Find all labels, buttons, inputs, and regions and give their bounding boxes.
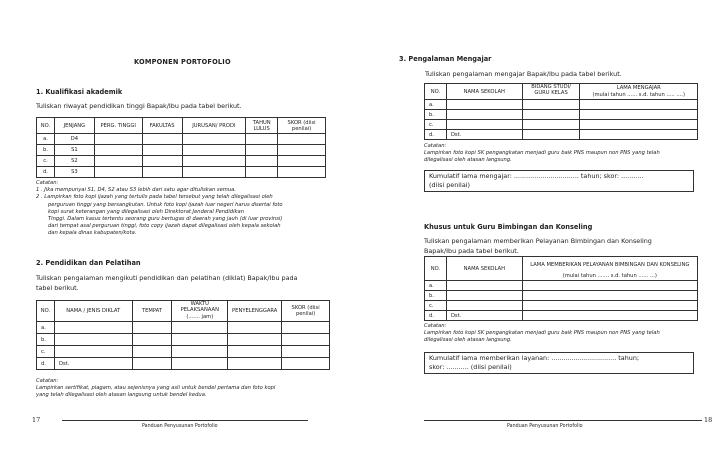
note-label: Catatan: (36, 180, 59, 186)
row-number: a. (37, 322, 55, 334)
empty-cell[interactable] (228, 334, 282, 346)
summary-line: skor: ........... (diisi penilai) (429, 363, 512, 371)
counseling-summary-box (424, 352, 694, 374)
education-table (36, 117, 326, 178)
section-3-text: Tuliskan pengalaman mengajar Bapak/Ibu pada tabel berikut. (425, 70, 622, 78)
table-header-row (425, 84, 698, 92)
row-number: d. (425, 311, 447, 321)
table-row (37, 167, 326, 178)
empty-cell[interactable] (182, 145, 246, 156)
empty-cell[interactable] (132, 322, 172, 334)
empty-cell[interactable] (132, 346, 172, 358)
note-label: Catatan: (36, 378, 59, 384)
dst-cell: Dst. (446, 130, 522, 140)
row-number: d. (37, 167, 55, 178)
table-row (425, 291, 698, 301)
section-4-heading: Khusus untuk Guru Bimbingan dan Konseling (424, 223, 593, 231)
row-number: a. (425, 100, 447, 110)
empty-cell[interactable] (522, 130, 580, 140)
empty-cell[interactable] (228, 346, 282, 358)
empty-cell[interactable] (172, 358, 228, 370)
col-header: LAMA MENGAJAR (580, 84, 698, 92)
note-label: Catatan: (424, 323, 447, 329)
col-header-sub: (....... jam) (172, 314, 228, 322)
col-header: NO. (425, 84, 447, 100)
row-number: b. (37, 145, 55, 156)
row-number: b. (425, 110, 447, 120)
col-header: PERG. TINGGI (94, 118, 142, 134)
empty-cell[interactable] (522, 100, 580, 110)
empty-cell[interactable] (446, 291, 522, 301)
section-3-heading: 3. Pengalaman Mengajar (399, 55, 492, 63)
col-header: PENYELENGGARA (228, 301, 282, 322)
empty-cell[interactable] (182, 134, 246, 145)
col-header: FAKULTAS (142, 118, 182, 134)
empty-cell[interactable] (246, 145, 278, 156)
counseling-table-wrapper (424, 256, 704, 322)
empty-cell[interactable] (94, 156, 142, 167)
table-row (37, 145, 326, 156)
empty-cell[interactable] (172, 334, 228, 346)
empty-cell[interactable] (142, 134, 182, 145)
table-row (37, 346, 330, 358)
degree-cell: S2 (54, 156, 94, 167)
footer-text: Panduan Penyusunan Portofolio (142, 424, 218, 429)
empty-cell[interactable] (580, 130, 698, 140)
row-number: b. (37, 334, 55, 346)
empty-cell[interactable] (94, 134, 142, 145)
empty-cell[interactable] (580, 110, 698, 120)
empty-cell[interactable] (278, 145, 326, 156)
empty-cell[interactable] (278, 156, 326, 167)
note-line: Lampirkan foto kopi SK pengangkatan menjadi guru baik PNS maupun non PNS yang telah (424, 330, 660, 337)
summary-line: Kumulatif lama memberikan layanan: ................................ tahun; (429, 354, 640, 362)
table-row (37, 322, 330, 334)
empty-cell[interactable] (446, 301, 522, 311)
page-number: 17 (32, 416, 41, 424)
section-2-note (36, 378, 336, 400)
col-header: JURUSAN/ PRODI (182, 118, 246, 134)
empty-cell[interactable] (172, 322, 228, 334)
teaching-summary-box (424, 170, 694, 192)
empty-cell[interactable] (246, 167, 278, 178)
empty-cell[interactable] (282, 334, 330, 346)
table-row (37, 334, 330, 346)
row-number: d. (425, 130, 447, 140)
empty-cell[interactable] (522, 291, 697, 301)
note-line: dilegalisasi oleh atasan langsung. (424, 337, 512, 344)
col-header-sub: (mulai tahun ....... s.d. tahun ...... ...) (522, 273, 697, 281)
note-line: dilegalisasi oleh atasan langsung. (424, 157, 512, 164)
empty-cell[interactable] (446, 120, 522, 130)
col-header: NO. (425, 257, 447, 281)
section-4-text: Bapak/Ibu pada tabel berikut. (424, 247, 519, 255)
note-line: 1 . Jika mempunyai S1, D4, S2 atau S3 lebih dari satu agar dituliskan semua. (36, 187, 236, 194)
note-line: yang telah dilegalisasi oleh atasan langsung untuk bendel kedua. (36, 392, 207, 399)
summary-line: Kumulatif lama mengajar: ................................ tahun; skor: ........... (429, 172, 644, 180)
note-line: dan kepala dinas kabupaten/kota. (48, 230, 137, 237)
empty-cell[interactable] (246, 134, 278, 145)
degree-cell: D4 (54, 134, 94, 145)
section-4-note (424, 323, 714, 345)
empty-cell[interactable] (142, 156, 182, 167)
table-header-row (37, 301, 330, 314)
empty-cell[interactable] (522, 301, 697, 311)
col-header: JENJANG (54, 118, 94, 134)
col-header: NAMA SEKOLAH (446, 84, 522, 100)
empty-cell[interactable] (580, 120, 698, 130)
empty-cell[interactable] (54, 346, 132, 358)
section-2-text: Tuliskan pengalaman mengikuti pendidikan dan pelatihan (diklat) Bapak/Ibu pada (36, 274, 298, 282)
col-header: WAKTU PELAKSANAAN (172, 301, 228, 314)
table-row (37, 134, 326, 145)
col-header: SKOR (diisi penilai) (282, 301, 330, 322)
col-header: TEMPAT (132, 301, 172, 322)
note-line: Lampirkan sertifikat, piagam, atau sejenisnya yang asli untuk bendel pertama dan foto kopi (36, 385, 276, 392)
empty-cell[interactable] (446, 281, 522, 291)
row-number: c. (425, 120, 447, 130)
table-row (425, 301, 698, 311)
empty-cell[interactable] (54, 322, 132, 334)
row-number: c. (37, 156, 55, 167)
counseling-table (424, 256, 698, 321)
right-page (364, 0, 728, 476)
empty-cell[interactable] (282, 322, 330, 334)
row-number: a. (37, 134, 55, 145)
empty-cell[interactable] (228, 322, 282, 334)
empty-cell[interactable] (132, 334, 172, 346)
table-row (425, 100, 698, 110)
empty-cell[interactable] (282, 358, 330, 370)
col-header: NO. (37, 301, 55, 322)
note-label: Catatan: (424, 143, 447, 149)
table-row (425, 110, 698, 120)
row-number: c. (425, 301, 447, 311)
empty-cell[interactable] (522, 311, 697, 321)
section-4-text: Tuliskan pengalaman memberikan Pelayanan Bimbingan dan Konseling (424, 237, 652, 245)
empty-cell[interactable] (54, 334, 132, 346)
col-header: BIDANG STUDI/ GURU KELAS (522, 84, 580, 100)
table-header-row (425, 257, 698, 273)
dst-cell: Dst. (446, 311, 522, 321)
empty-cell[interactable] (580, 100, 698, 110)
empty-cell[interactable] (246, 156, 278, 167)
section-1-note (36, 180, 336, 238)
empty-cell[interactable] (282, 346, 330, 358)
table-row (425, 120, 698, 130)
row-number: c. (37, 346, 55, 358)
empty-cell[interactable] (142, 167, 182, 178)
section-1-heading: 1. Kualifikasi akademik (36, 88, 123, 96)
row-number: d. (37, 358, 55, 370)
col-header: NO. (37, 118, 55, 134)
page-title: KOMPONEN PORTOFOLIO (134, 58, 231, 66)
empty-cell[interactable] (522, 120, 580, 130)
empty-cell[interactable] (172, 346, 228, 358)
summary-line: (diisi penilai) (429, 181, 471, 189)
empty-cell[interactable] (446, 110, 522, 120)
page-number: 18 (704, 416, 713, 424)
col-header: NAMA SEKOLAH (446, 257, 522, 281)
degree-cell: S1 (54, 145, 94, 156)
section-3-note (424, 143, 714, 165)
table-row (425, 130, 698, 140)
col-header: SKOR (diisi penilai) (278, 118, 326, 134)
empty-cell[interactable] (182, 156, 246, 167)
empty-cell[interactable] (228, 358, 282, 370)
note-line: dari tempat asal perguruan tinggi, foto copy ijazah dapat dilegalisasi oleh kepala sekolah (48, 223, 281, 230)
row-number: a. (425, 281, 447, 291)
footer-text: Panduan Penyusunan Portofolio (507, 424, 583, 429)
note-line: perguruan tinggi yang bersangkutan. Untuk foto kopi ijazah luar negeri harus disertai foto (48, 201, 283, 208)
section-2-text: tabel berikut. (36, 284, 79, 292)
table-header-row (37, 118, 326, 134)
section-2-heading: 2. Pendidikan dan Pelatihan (36, 259, 141, 267)
empty-cell[interactable] (182, 167, 246, 178)
table-row (37, 358, 330, 370)
empty-cell[interactable] (522, 281, 697, 291)
col-header-sub: (mulai tahun ...... s.d. tahun ..... ....) (580, 92, 698, 100)
col-header: TAHUN LULUS (246, 118, 278, 134)
section-1-text: Tuliskan riwayat pendidikan tinggi Bapak/Ibu pada tabel berikut. (36, 102, 242, 110)
empty-cell[interactable] (278, 167, 326, 178)
note-line: Lampirkan foto kopi SK pengangkatan menjadi guru baik PNS maupun non PNS yang telah (424, 150, 660, 157)
empty-cell[interactable] (446, 100, 522, 110)
table-row (425, 281, 698, 291)
empty-cell[interactable] (94, 145, 142, 156)
empty-cell[interactable] (142, 145, 182, 156)
dst-cell: Dst. (54, 358, 132, 370)
empty-cell[interactable] (522, 110, 580, 120)
table-row (425, 311, 698, 321)
note-line: kopi surat keterangan yang dilegalisasi oleh Direktorat Jenderal Pendidikan (48, 208, 245, 215)
empty-cell[interactable] (94, 167, 142, 178)
table-row (37, 156, 326, 167)
empty-cell[interactable] (132, 358, 172, 370)
note-line: 2 . Lampirkan foto kopi ijazah yang tertulis pada tabel tersebut yang telah dilegalisasi oleh (36, 194, 273, 201)
col-header: NAMA / JENIS DIKLAT (54, 301, 132, 322)
note-line: Tinggi. Dalam kasus tertentu seorang guru bertugas di daerah yang jauh (di luar provinsi) (48, 216, 283, 223)
footer-rule (424, 420, 702, 421)
training-table (36, 300, 330, 370)
col-header: LAMA MEMBERIKAN PELAYANAN BIMBINGAN DAN KONSELING (522, 257, 697, 273)
footer-rule (62, 420, 308, 421)
degree-cell: S3 (54, 167, 94, 178)
row-number: b. (425, 291, 447, 301)
teaching-table (424, 83, 698, 140)
empty-cell[interactable] (278, 134, 326, 145)
